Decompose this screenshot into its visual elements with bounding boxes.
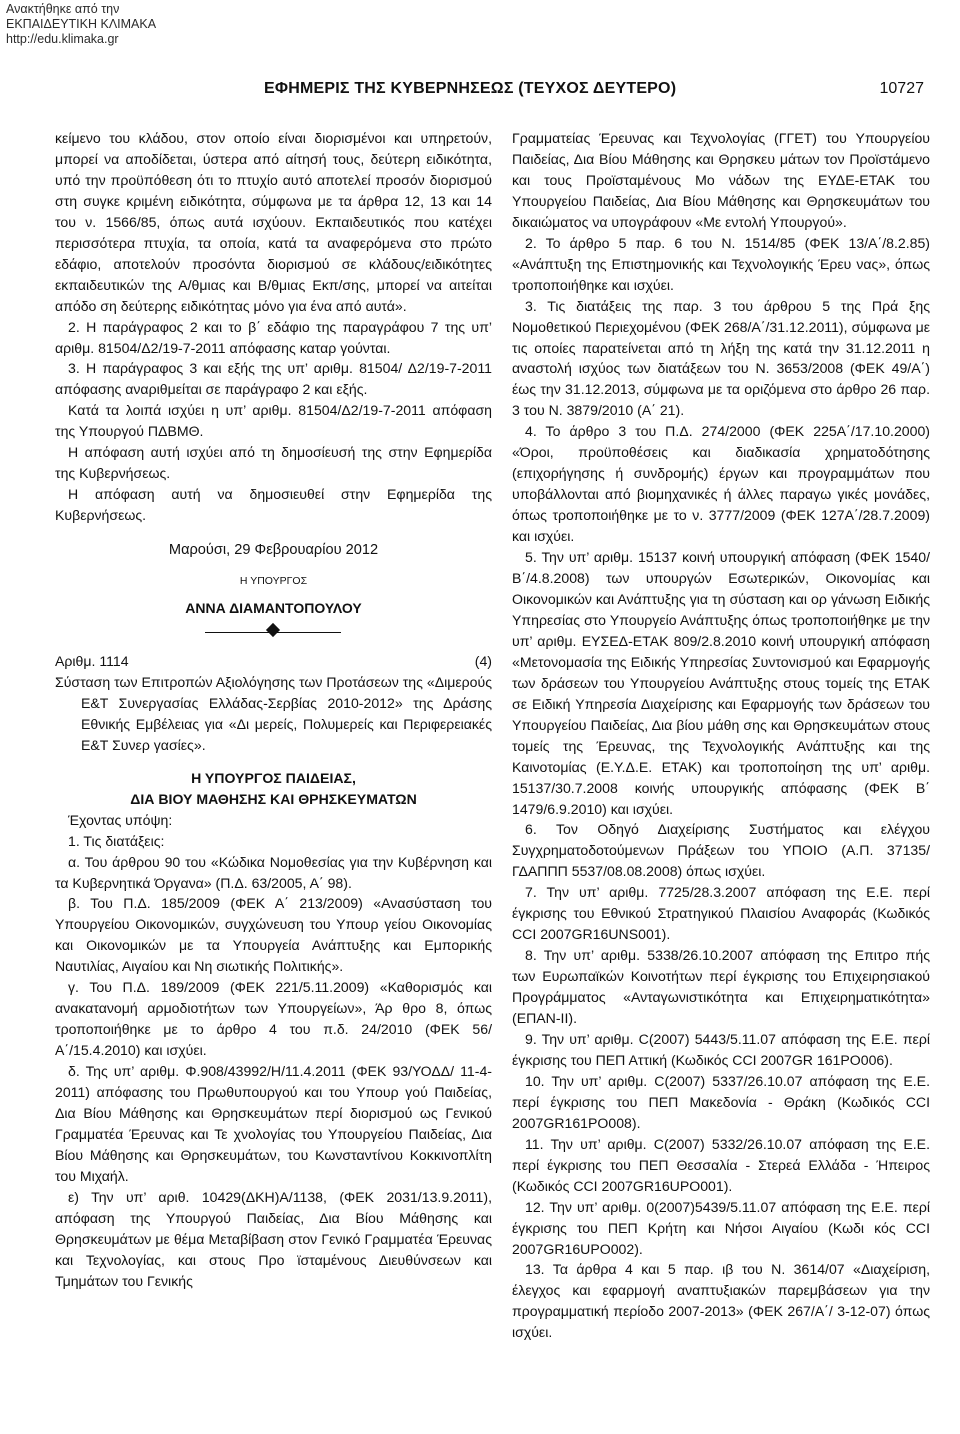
paragraph: Η απόφαση αυτή ισχύει από τη δημοσίευσή της στην Εφημερίδα της Κυβερνήσεως. [55,444,492,482]
watermark [6,2,156,47]
list-item: 7. Την υπ’ αριθμ. 7725/28.3.2007 απόφαση της Ε.Ε. περί έγκρισης του Εθνικού Στρατηγικού Πλαισίου Αναφοράς (Κωδικός CCI 2007GR16UNS001). [512,884,930,943]
list-item: γ. Του Π.Δ. 189/2009 (ΦΕΚ 221/5.11.2009) «Καθορισμός και ανακατανομή αρμοδιοτήτων των Υπουργείων», Άρ θρο 8, όπως τροποποιήθηκε με το άρθρο 4 του π.δ. 24/2010 (ΦΕΚ 56/Α΄/15.4.2010) και ισχύει. [55,979,492,1059]
list-item: β. Του Π.Δ. 185/2009 (ΦΕΚ Α΄ 213/2009) «Ανασύσταση του Υπουργείου Οικονομικών, συγχώνευση του Υπουρ γείου Οικονομίας και Οικονομικών με τα Υπουργεία Ανάπτυξης και Εμπορικής Ναυτιλίας, Αιγαίου και Νη σιωτικής Πολιτικής». [55,895,492,975]
page-number: 10727 [879,80,924,97]
decision-subject: Σύσταση των Επιτροπών Αξιολόγησης των Προτάσεων της «Διμερούς Ε&Τ Συνεργασίας Ελλάδας-Σερβίας 2010-2012» της Δράσης Εθνικής Εμβέλειας για «Δι μερείς, Πολυμερείς και Περιφερειακές Ε&Τ Συνερ γασίες». [55,673,492,753]
decision-header [55,651,492,672]
watermark-line: Ανακτήθηκε από την [6,2,120,16]
paragraph: κείμενο του κλάδου, στον οποίο είναι διορισμένοι και υπηρετούν, μπορεί να αποδίδεται, ύστερα από αίτησή τους, δεύτερη ειδικότητα, υπό την προϋπόθεση ότι το πτυχίο αυτό αποτελεί προσόν διορισμού στη συγκε κριμένη ειδικότητα, σύμφωνα με τα άρθρα 12, 13 και 14 του ν. 1566/85, όπως αυτά ισχύουν. Εκπαιδευτικός που κατέχει περισσότερα πτυχία, τα οποία, κατά τα αναφερόμενα στο πρώτο εδάφιο, αποτελούν προσόντα διορισμού σε κλάδους/ειδικότητες εκπαιδευτικών της Α/θμιας και Β/θμιας Εκπ/σης, μπορεί να αιτείται απόδο ση δεύτερης ειδικότητας μόνο για ένα από αυτά». [55,130,492,314]
list-item: 8. Την υπ’ αριθμ. 5338/26.10.2007 απόφαση της Επιτρο πής των Ευρωπαϊκών Κοινοτήτων περί έγκρισης του Επιχειρησιακού Προγράμματος «Ανταγωνιστικότητα και Επιχειρηματικότητα» (ΕΠΑΝ-ΙΙ). [512,947,930,1027]
list-item: ε) Την υπ’ αριθ. 10429(ΔΚΗ)Α/1138, (ΦΕΚ 2031/13.9.2011), απόφαση της Υπουργού Παιδείας, Δια Βίου Μάθησης και Θρησκευμάτων με θέμα Μεταβίβαση στον Γενικό Γραμματέα Έρευνας και Τεχνολογίας, και στους Προ ϊσταμένους Διευθύνσεων και Τμημάτων του Γενικής [55,1188,492,1289]
paragraph: Κατά τα λοιπά ισχύει η υπ’ αριθμ. 81504/Δ2/19-7-2011 απόφαση της Υπουργού ΠΔΒΜΘ. [55,402,492,440]
gazette-title: ΕΦΗΜΕΡΙΣ ΤΗΣ ΚΥΒΕΡΝΗΣΕΩΣ (ΤΕΥΧΟΣ ΔΕΥΤΕΡΟ) [264,80,677,97]
list-item: 3. Τις διατάξεις της παρ. 3 του άρθρου 5 της Πρά ξης Νομοθετικού Περιεχομένου (ΦΕΚ 268/Α΄/31.12.2011), σύμφωνα με τις οποίες παρατείνεται από τη λήξη της κατά την 31.12.2011 η αναστολή ισχύος των διατάξεων του Ν. 3653/2008 (ΦΕΚ 49/Α΄) έως την 31.12.2013, σύμφωνα με τα οριζόμενα στο άρθρο 26 παρ. 3 του Ν. 3879/2010 (Α΄ 21). [512,297,930,419]
place-date: Μαρούσι, 29 Φεβρουαρίου 2012 [168,542,379,559]
list-item: 10. Την υπ’ αριθμ. C(2007) 5337/26.10.07 απόφαση της Ε.Ε. περί έγκρισης του ΠΕΠ Μακεδονία - Θράκη (Κωδικός CCI 2007GR161PO008). [512,1072,930,1131]
paragraph: 2. Η παράγραφος 2 και το β΄ εδάφιο της παραγράφου 7 της υπ’ αριθμ. 81504/Δ2/19-7-2011 απόφασης καταρ γούνται. [55,318,492,356]
issuer-heading: ΔΙΑ ΒΙΟΥ ΜΑΘΗΣΗΣ ΚΑΙ ΘΡΗΣΚΕΥΜΑΤΩΝ [130,790,417,807]
page-header [0,80,960,104]
list-item: δ. Της υπ’ αριθμ. Φ.908/43992/Η/11.4.2011 (ΦΕΚ 93/ΥΟΔΔ/ 11-4-2011) απόφασης του Πρωθυπουργού και του Υπουρ γού Παιδείας, Δια Βίου Μάθησης και Θρησκευμάτων περί διορισμού ως Γενικού Γραμματέα Έρευνας και Τε χνολογίας του Υπουργείου Παιδείας, Δια Βίου Μάθησης και Θρησκευμάτων, του Κωνσταντίνου Κοκκινοπλίτη του Μιχαήλ. [55,1063,492,1184]
minister-name: ΑΝΝΑ ΔΙΑΜΑΝΤΟΠΟΥΛΟΥ [185,600,362,617]
minister-role: Η ΥΠΟΥΡΓΟΣ [239,575,308,588]
paragraph: Γραμματείας Έρευνας και Τεχνολογίας (ΓΓΕΤ) του Υπουργείου Παιδείας, Δια Βίου Μάθησης και Θρησκευ μάτων τον Προϊστάμενο και τους Προϊσταμένους Μο νάδων της ΕΥΔΕ-ΕΤΑΚ του Υπουργείου Παιδείας, Δια Βίου Μάθησης και Θρησκευμάτων του δικαιώματος να υπογράφουν «Με εντολή Υπουργού». [512,130,930,230]
list-item: 13. Τα άρθρα 4 και 5 παρ. ιβ του Ν. 3614/07 «Διαχείριση, έλεγχος και εφαρμογή αναπτυξιακών παρεμβάσεων για την προγραμματική περίοδο 2007-2013» (ΦΕΚ 267/Α΄/ 3-12-07) όπως ισχύει. [512,1261,930,1341]
list-item: α. Του άρθρου 90 του «Κώδικα Νομοθεσίας για την Κυβέρνηση και τα Κυβερνητικά Όργανα» (Π.Δ. 63/2005, Α΄ 98). [55,853,492,891]
right-column [512,128,930,1343]
issuer-heading: Η ΥΠΟΥΡΓΟΣ ΠΑΙΔΕΙΑΣ, [191,769,356,786]
list-item: 2. Το άρθρο 5 παρ. 6 του Ν. 1514/85 (ΦΕΚ 13/Α΄/8.2.85) «Ανάπτυξη της Επιστημονικής και Τεχνολογικής Έρευ νας», όπως τροποποιήθηκε και ισχύει. [512,234,930,293]
list-item: 4. Το άρθρο 3 του Π.Δ. 274/2000 (ΦΕΚ 225Α΄/17.10.2000) «Όροι, προϋποθέσεις και διαδικασία χρηματοδότησης (επιχορήγησης ή συνδρομής) έργων και προγραμμάτων που υποβάλλονται από βιομηχανικές ή άλλες παραγω γικές μονάδες, όπως τροποποιήθηκε με το ν. 3777/2009 (ΦΕΚ 127Α΄/28.7.2009) και ισχύει. [512,423,930,545]
list-item: 11. Την υπ’ αριθμ. C(2007) 5332/26.10.07 απόφαση της Ε.Ε. περί έγκρισης του ΠΕΠ Θεσσαλία - Στερεά Ελλάδα - Ήπειρος (Κωδικός CCI 2007GR16UPO001). [512,1135,930,1194]
watermark-link[interactable]: http://edu.klimaka.gr [6,32,119,46]
paragraph: Η απόφαση αυτή να δημοσιευθεί στην Εφημερίδα της Κυβερνήσεως. [55,486,492,524]
list-item: 12. Την υπ’ αριθμ. 0(2007)5439/5.11.07 απόφαση της Ε.Ε. περί έγκρισης του ΠΕΠ Κρήτη και Νήσοι Αιγαίου (Κωδι κός CCI 2007GR16UPO002). [512,1198,930,1257]
paragraph: 3. Η παράγραφος 3 και εξής της υπ’ αριθμ. 81504/ Δ2/19-7-2011 απόφασης αναριθμείται σε παράγραφο 2 και εξής. [55,360,492,398]
decision-number: Αριθμ. 1114 [55,652,129,669]
list-item: 1. Τις διατάξεις: [68,832,165,849]
list-item: 5. Την υπ’ αριθμ. 15137 κοινή υπουργική απόφαση (ΦΕΚ 1540/Β΄/4.8.2008) των υπουργών Εσωτερικών, Οικονομίας και Οικονομικών και Ανάπτυξης για τη σύσταση και ορ γάνωση Ειδικής Υπηρεσίας στο Υπουργείο Ανάπτυξης όπως τροποποιήθηκε με την υπ’ αριθμ. ΕΥΣΕΔ-ΕΤΑΚ 809/2.8.2010 κοινή υπουργική απόφαση «Μετονομασία της Ειδικής Υπηρεσίας Συντονισμού και Εφαρμογής των δράσεων του Υπουργείου Ανάπτυξης στους τομείς της ΕΤΑΚ σε Ειδική Υπηρεσία Διαχείρισης και Εφαρμογής των δράσεων του Υπουργείου Παιδείας, Δια βίου μάθη σης και Θρησκευμάτων στους τομείς της Έρευνας, της Τεχνολογικής Ανάπτυξης και της Καινοτομίας (Ε.Υ.Δ.Ε. ΕΤΑΚ) και τροποποίηση της υπ’ αριθμ. 15137/30.7.2008 κοινής υπουργικής απόφασης (ΦΕΚ Β΄ 1479/6.9.2010) και ισχύει. [512,549,930,817]
decision-index: (4) [474,652,492,669]
section-separator [55,621,492,643]
list-item: 9. Την υπ’ αριθμ. C(2007) 5443/5.11.07 απόφαση της Ε.Ε. περί έγκρισης του ΠΕΠ Αττική (Κωδικός CCI 2007GR 161PO006). [512,1030,930,1068]
considering-label: Έχοντας υπόψη: [68,811,173,828]
list-item: 6. Τον Οδηγό Διαχείρισης Συστήματος και ελέγχου Συγχρηματοδοτούμενων Πράξεων του ΥΠΟΙΟ (Α.Π. 37135/ΓΔΑΠΠΠ 5537/08.08.2008) όπως ισχύει. [512,821,930,880]
watermark-line: ΕΚΠΑΙΔΕΥΤΙΚΗ ΚΛΙΜΑΚΑ [6,17,157,31]
left-column [55,128,492,1292]
diamond-icon [266,623,280,637]
